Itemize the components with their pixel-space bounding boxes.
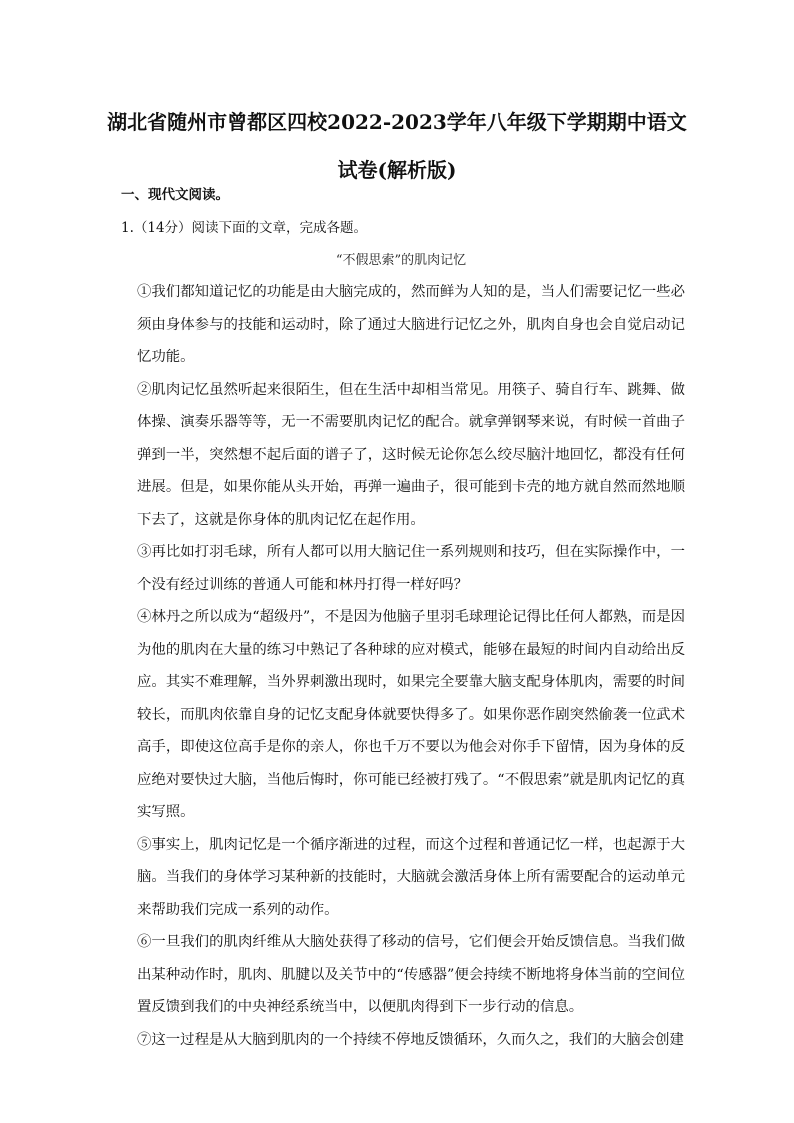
paragraph-3: ③再比如打羽毛球，所有人都可以用大脑记住一系列规则和技巧，但在实际操作中，一个没有经过训练的普通人可能和林丹打得一样好吗？: [137, 544, 685, 593]
question-prompt: 1.（14分）阅读下面的文章，完成各题。: [121, 220, 368, 236]
article-body: [137, 276, 685, 1056]
paragraph-2: ②肌肉记忆虽然听起来很陌生，但在生活中却相当常见。用筷子、骑自行车、跳舞、做体操、演奏乐器等等，无一不需要肌肉记忆的配合。就拿弹钢琴来说，有时候一首曲子弹到一半，突然想不起后面的谱子了，这时候无论你怎么绞尽脑汁地回忆，都没有任何进展。但是，如果你能从头开始，再弹一遍曲子，很可能到卡壳的地方就自然而然地顺下去了，这就是你身体的肌肉记忆在起作用。: [137, 381, 685, 528]
paragraph-7: ⑦这一过程是从大脑到肌肉的一个持续不停地反馈循环，久而久之，我们的大脑会创建: [137, 1031, 684, 1048]
section-heading: 一、现代文阅读。: [121, 187, 229, 203]
paragraph-1: ①我们都知道记忆的功能是由大脑完成的，然而鲜为人知的是，当人们需要记忆一些必须由身体参与的技能和运动时，除了通过大脑进行记忆之外，肌肉自身也会自觉启动记忆功能。: [137, 284, 685, 365]
paragraph-6: ⑥一旦我们的肌肉纤维从大脑处获得了移动的信号，它们便会开始反馈信息。当我们做出某种动作时，肌肉、肌腱以及关节中的“传感器”便会持续不断地将身体当前的空间位置反馈到我们的中央神经系统当中，以便肌肉得到下一步行动的信息。: [137, 934, 685, 1015]
paragraph-4: ④林丹之所以成为“超级丹”，不是因为他脑子里羽毛球理论记得比任何人都熟，而是因为他的肌肉在大量的练习中熟记了各种球的应对模式，能够在最短的时间内自动给出反应。其实不难理解，当外界刺激出现时，如果完全要靠大脑支配身体肌肉，需要的时间较长，而肌肉依靠自身的记忆支配身体就要快得多了。如果你恶作剧突然偷袭一位武术高手，即使这位高手是你的亲人，你也千万不要以为他会对你手下留情，因为身体的反应绝对要快过大脑，当他后悔时，你可能已经被打残了。“不假思索”就是肌肉记忆的真实写照。: [137, 609, 685, 820]
article-title: “不假思索”的肌肉记忆: [335, 253, 467, 268]
paragraph-5: ⑤事实上，肌肉记忆是一个循序渐进的过程，而这个过程和普通记忆一样，也起源于大脑。当我们的身体学习某种新的技能时，大脑就会激活身体上所有需要配合的运动单元来帮助我们完成一系列的动作。: [137, 836, 685, 918]
page-title: 湖北省随州市曾都区四校2022-2023学年八年级下学期期中语文试卷(解析版): [107, 110, 687, 182]
